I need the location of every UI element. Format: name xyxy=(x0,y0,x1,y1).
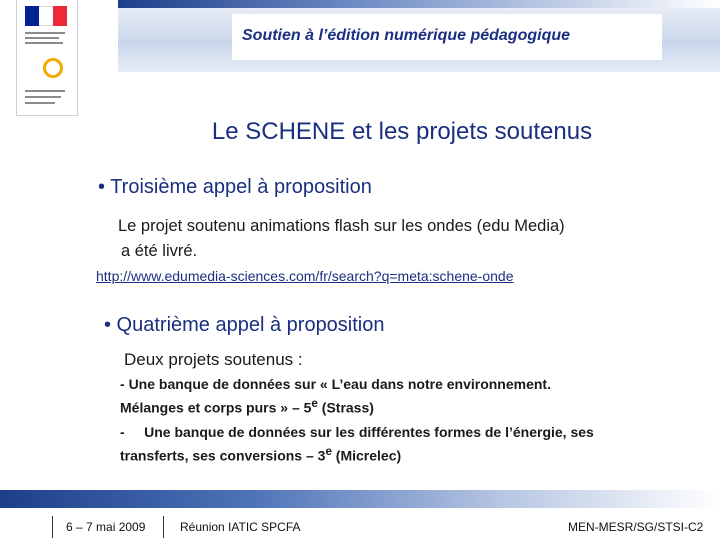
logo-text-line xyxy=(25,37,59,39)
footer-band xyxy=(0,490,720,508)
edumedia-link[interactable]: http://www.edumedia-sciences.com/fr/search?q=meta:schene-onde xyxy=(96,268,514,284)
footer-separator xyxy=(52,516,53,538)
bullet1-line2: a été livré. xyxy=(121,242,198,260)
header-title: Soutien à l’édition numérique pédagogique xyxy=(242,27,571,44)
logo-text-line xyxy=(25,42,63,44)
bullet1-body xyxy=(118,214,565,264)
bullet-troisieme-appel: • Troisième appel à proposition xyxy=(98,176,372,198)
bullet-quatrieme-appel: • Quatrième appel à proposition xyxy=(104,314,385,336)
education-emblem-icon xyxy=(43,58,63,78)
bullet1-line1: Le projet soutenu animations flash sur les ondes (edu Media) xyxy=(118,217,565,235)
project-item-1: - Une banque de données sur « L’eau dans notre environnement. Mélanges et corps purs » – 5e (Strass) xyxy=(120,376,551,416)
bullet2-body: Deux projets soutenus : xyxy=(124,350,303,369)
logo-text-line xyxy=(25,96,61,98)
ministry-logo xyxy=(16,0,78,116)
project-item-2: - Une banque de données sur les différentes formes de l’énergie, ses transferts, ses conversions – 3e (Micrelec) xyxy=(120,423,594,464)
logo-text-line xyxy=(25,90,65,92)
footer-separator xyxy=(163,516,164,538)
projects-list xyxy=(120,374,680,465)
footer-event: Réunion IATIC SPCFA xyxy=(180,520,301,534)
footer-reference: MEN-MESR/SG/STSI-C2 xyxy=(568,520,704,534)
footer-date: 6 – 7 mai 2009 xyxy=(66,520,146,534)
french-flag-icon xyxy=(25,6,67,26)
logo-text-line xyxy=(25,102,55,104)
logo-text-line xyxy=(25,32,65,34)
slide-title: Le SCHENE et les projets soutenus xyxy=(211,118,593,145)
